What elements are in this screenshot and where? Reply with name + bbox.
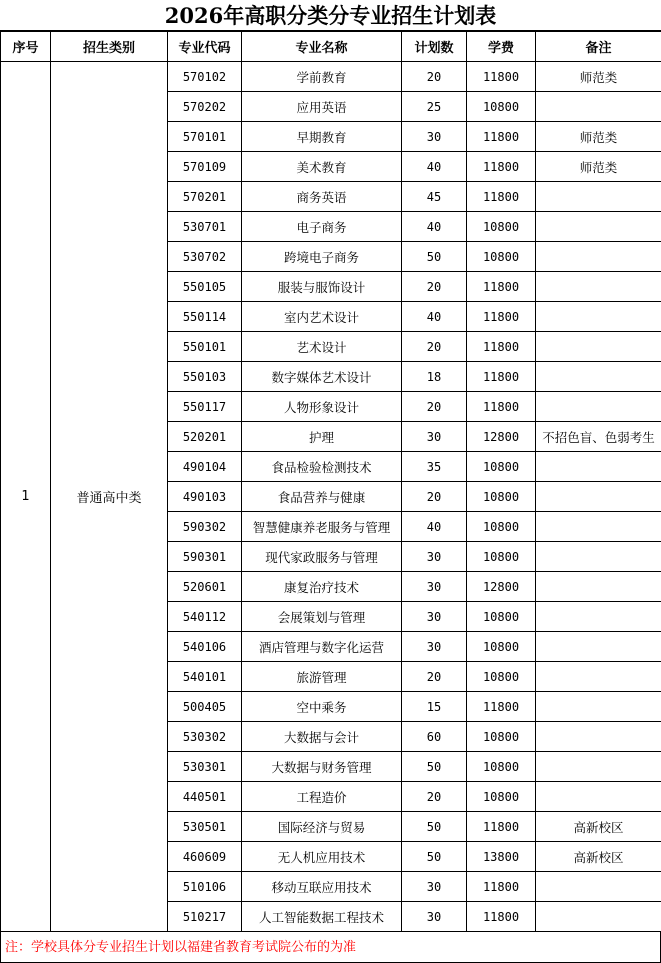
plan-count: 20 [402,392,467,422]
plan-count: 50 [402,842,467,872]
major-code: 520201 [168,422,242,452]
major-name: 艺术设计 [242,332,402,362]
remark [536,242,661,272]
plan-count: 20 [402,482,467,512]
major-name: 酒店管理与数字化运营 [242,632,402,662]
tuition-fee: 10800 [467,782,536,812]
major-name: 室内艺术设计 [242,302,402,332]
major-code: 530301 [168,752,242,782]
plan-count: 30 [402,632,467,662]
major-name: 无人机应用技术 [242,842,402,872]
plan-count: 40 [402,212,467,242]
remark [536,542,661,572]
tuition-fee: 11800 [467,902,536,932]
plan-count: 15 [402,692,467,722]
major-name: 大数据与会计 [242,722,402,752]
tuition-fee: 10800 [467,92,536,122]
major-code: 540101 [168,662,242,692]
plan-count: 50 [402,752,467,782]
tuition-fee: 12800 [467,572,536,602]
tuition-fee: 10800 [467,662,536,692]
remark: 师范类 [536,152,661,182]
tuition-fee: 12800 [467,422,536,452]
major-code: 550117 [168,392,242,422]
plan-count: 25 [402,92,467,122]
major-name: 国际经济与贸易 [242,812,402,842]
tuition-fee: 11800 [467,302,536,332]
major-code: 510217 [168,902,242,932]
major-name: 人物形象设计 [242,392,402,422]
plan-count: 30 [402,602,467,632]
tuition-fee: 11800 [467,122,536,152]
plan-count: 20 [402,272,467,302]
remark [536,752,661,782]
remark [536,782,661,812]
remark [536,272,661,302]
plan-count: 20 [402,332,467,362]
major-name: 护理 [242,422,402,452]
plan-count: 35 [402,452,467,482]
remark [536,482,661,512]
remark: 高新校区 [536,842,661,872]
plan-count: 50 [402,242,467,272]
table-row [1,62,661,92]
major-code: 590301 [168,542,242,572]
tuition-fee: 10800 [467,602,536,632]
remark [536,392,661,422]
major-name: 食品营养与健康 [242,482,402,512]
tuition-fee: 10800 [467,512,536,542]
plan-count: 20 [402,662,467,692]
enrollment-table [0,31,661,932]
major-name: 学前教育 [242,62,402,92]
tuition-fee: 10800 [467,632,536,662]
remark [536,902,661,932]
remark [536,572,661,602]
major-code: 530702 [168,242,242,272]
major-name: 康复治疗技术 [242,572,402,602]
major-name: 大数据与财务管理 [242,752,402,782]
major-name: 数字媒体艺术设计 [242,362,402,392]
header-major-name: 专业名称 [242,32,402,62]
group-index: 1 [1,62,51,932]
remark [536,302,661,332]
plan-count: 40 [402,152,467,182]
major-code: 460609 [168,842,242,872]
tuition-fee: 11800 [467,392,536,422]
tuition-fee: 11800 [467,152,536,182]
major-name: 服装与服饰设计 [242,272,402,302]
tuition-fee: 10800 [467,212,536,242]
tuition-fee: 11800 [467,272,536,302]
remark: 师范类 [536,62,661,92]
major-code: 550105 [168,272,242,302]
remark [536,632,661,662]
tuition-fee: 11800 [467,62,536,92]
group-category: 普通高中类 [51,62,168,932]
major-code: 490104 [168,452,242,482]
remark [536,872,661,902]
major-code: 530302 [168,722,242,752]
remark: 师范类 [536,122,661,152]
major-code: 510106 [168,872,242,902]
major-code: 530701 [168,212,242,242]
major-code: 530501 [168,812,242,842]
plan-count: 30 [402,422,467,452]
tuition-fee: 10800 [467,242,536,272]
remark [536,692,661,722]
major-code: 440501 [168,782,242,812]
major-code: 570201 [168,182,242,212]
major-code: 590302 [168,512,242,542]
remark [536,182,661,212]
major-code: 570202 [168,92,242,122]
tuition-fee: 11800 [467,692,536,722]
plan-count: 60 [402,722,467,752]
remark [536,512,661,542]
remark: 不招色盲、色弱考生 [536,422,661,452]
major-name: 移动互联应用技术 [242,872,402,902]
major-name: 商务英语 [242,182,402,212]
plan-count: 40 [402,512,467,542]
tuition-fee: 10800 [467,452,536,482]
major-code: 570101 [168,122,242,152]
major-name: 旅游管理 [242,662,402,692]
tuition-fee: 10800 [467,542,536,572]
remark [536,92,661,122]
major-name: 应用英语 [242,92,402,122]
tuition-fee: 11800 [467,182,536,212]
header-category: 招生类别 [51,32,168,62]
major-code: 520601 [168,572,242,602]
major-name: 空中乘务 [242,692,402,722]
tuition-fee: 10800 [467,722,536,752]
plan-count: 30 [402,542,467,572]
major-name: 电子商务 [242,212,402,242]
header-index: 序号 [1,32,51,62]
plan-count: 20 [402,782,467,812]
major-name: 现代家政服务与管理 [242,542,402,572]
major-code: 540112 [168,602,242,632]
major-code: 490103 [168,482,242,512]
tuition-fee: 11800 [467,362,536,392]
tuition-fee: 11800 [467,812,536,842]
major-name: 食品检验检测技术 [242,452,402,482]
header-code: 专业代码 [168,32,242,62]
major-name: 工程造价 [242,782,402,812]
major-code: 540106 [168,632,242,662]
plan-count: 40 [402,302,467,332]
tuition-fee: 11800 [467,872,536,902]
major-name: 会展策划与管理 [242,602,402,632]
major-code: 500405 [168,692,242,722]
tuition-fee: 10800 [467,752,536,782]
major-name: 人工智能数据工程技术 [242,902,402,932]
major-code: 550101 [168,332,242,362]
major-name: 美术教育 [242,152,402,182]
plan-count: 30 [402,872,467,902]
remark [536,332,661,362]
remark [536,722,661,752]
page-title: 2026年高职分类分专业招生计划表 [0,0,661,31]
plan-count: 30 [402,902,467,932]
remark [536,662,661,692]
major-code: 570102 [168,62,242,92]
plan-count: 30 [402,572,467,602]
tuition-fee: 13800 [467,842,536,872]
remark [536,602,661,632]
header-remark: 备注 [536,32,661,62]
header-fee: 学费 [467,32,536,62]
plan-count: 18 [402,362,467,392]
remark [536,212,661,242]
major-code: 550114 [168,302,242,332]
plan-count: 50 [402,812,467,842]
footnote: 注：学校具体分专业招生计划以福建省教育考试院公布的为准 [0,932,661,963]
tuition-fee: 10800 [467,482,536,512]
plan-count: 30 [402,122,467,152]
major-code: 570109 [168,152,242,182]
major-name: 早期教育 [242,122,402,152]
table-header-row [1,32,661,62]
remark [536,452,661,482]
plan-count: 20 [402,62,467,92]
plan-count: 45 [402,182,467,212]
major-name: 跨境电子商务 [242,242,402,272]
major-name: 智慧健康养老服务与管理 [242,512,402,542]
remark: 高新校区 [536,812,661,842]
remark [536,362,661,392]
major-code: 550103 [168,362,242,392]
tuition-fee: 11800 [467,332,536,362]
header-plan: 计划数 [402,32,467,62]
